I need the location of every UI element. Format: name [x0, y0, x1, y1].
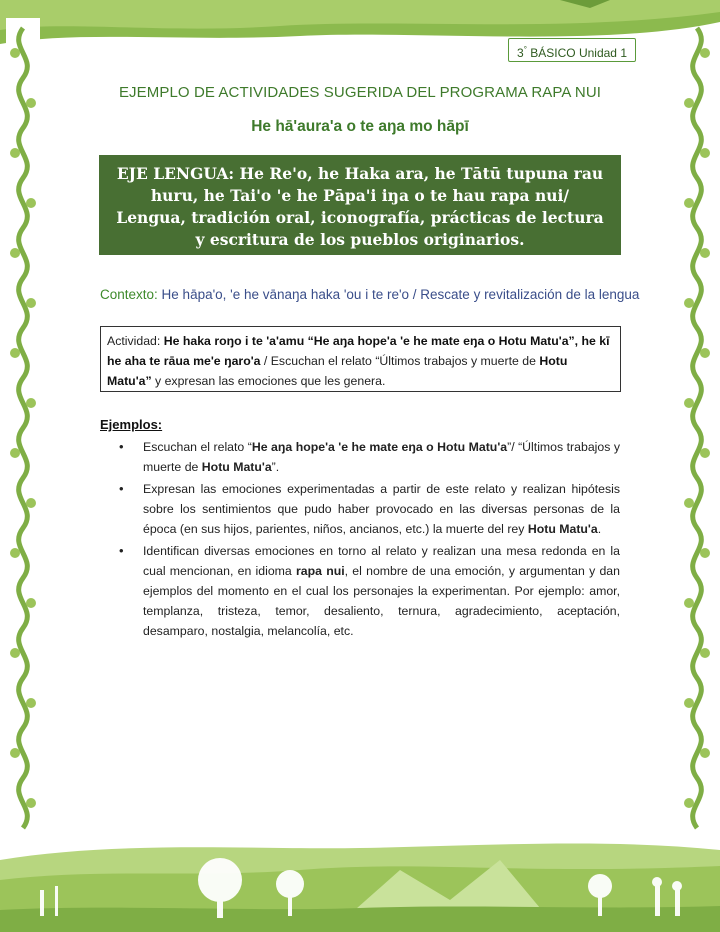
actividad-text-end: y expresan las emociones que les genera.	[151, 374, 386, 388]
eje-lengua-banner: EJE LENGUA: He Re'o, he Haka ara, he Tātū tupuna rau huru, he Tai'o 'e he Pāpa'i iŋa o te hau rapa nui/ Lengua, tradición oral, iconografía, prácticas de lectura y escritura de los pueblos originarios.	[99, 155, 621, 255]
bottom-landscape-illustration	[0, 820, 720, 932]
contexto-text: He hāpa'o, 'e he vānaŋa haka 'ou i te re'o / Rescate y revitalización de la lengua	[157, 287, 640, 302]
page-subtitle: He hā'aura'a o te aŋa mo hāpī	[251, 118, 469, 135]
unit-badge: 3° BÁSICO Unidad 1	[508, 38, 636, 62]
actividad-label: Actividad:	[107, 334, 164, 348]
list-item: • Escuchan el relato “He aŋa hope'a 'e he mate eŋa o Hotu Matu'a”/ “Últimos trabajos y muerte de Hotu Matu'a”.	[100, 437, 620, 477]
actividad-text: / Escuchan el relato “Últimos trabajos y muerte de	[260, 354, 540, 368]
left-border-ornament	[6, 18, 40, 848]
list-item: • Expresan las emociones experimentadas a partir de este relato y realizan hipótesis sobre los sentimientos que pudo haber provocado en las diversas personas de la época (en sus hijos, parientes, niños, ancianos, etc.) la muerte del rey Hotu Matu'a.	[100, 479, 620, 539]
contexto-label: Contexto:	[100, 287, 158, 302]
actividad-box	[100, 326, 621, 392]
right-border-ornament	[680, 18, 714, 848]
actividad-title-rapanui: He haka roŋo i te 'a'amu “He aŋa hope'a 'e he mate eŋa o Hotu Matu'a”, he kī he aha te rāua me'e ŋaro'a	[107, 334, 610, 368]
list-item: • Identifican diversas emociones en torno al relato y realizan una mesa redonda en la cual mencionan, en idioma rapa nui, el nombre de una emoción, y argumentan y dan ejemplos del momento en el cual los personajes la experimentan. Por ejemplo: amor, templanza, tristeza, temor, desaliento, ternura, agradecimiento, aceptación, desamparo, nostalgia, melancolía, etc.	[100, 541, 620, 641]
ejemplos-heading: Ejemplos:	[100, 417, 163, 432]
actividad-hotu-matua: Hotu Matu'a”	[107, 354, 568, 388]
ejemplos-list	[100, 437, 620, 643]
page-title: EJEMPLO DE ACTIVIDADES SUGERIDA DEL PROGRAMA RAPA NUI	[118, 84, 602, 101]
contexto-line	[100, 287, 660, 302]
